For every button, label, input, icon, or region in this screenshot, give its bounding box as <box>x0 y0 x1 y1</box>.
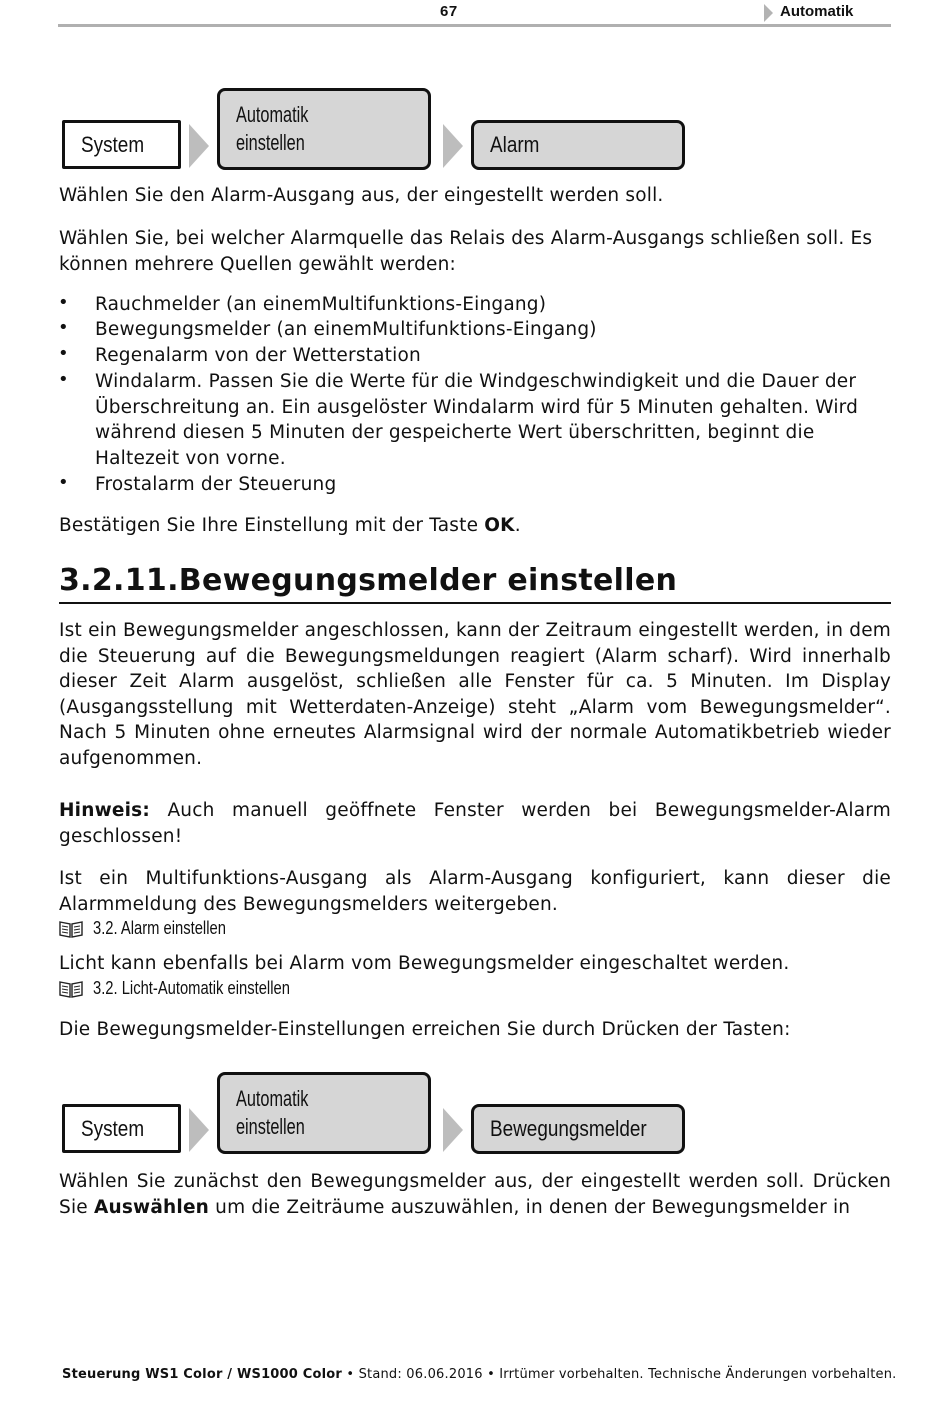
auswaehlen-key-label: Auswählen <box>93 1196 210 1218</box>
list-item: Bewegungsmelder (an einemMultifunktions-Eingang) <box>95 319 597 340</box>
paragraph: Wählen Sie zunächst den Bewegungsmelder aus, der eingestellt werden soll. Drücken Sie Auswählen um die Zeiträume auszuwählen, in denen der Bewegungsmelder in <box>59 1171 891 1218</box>
page-number: 67 <box>440 3 458 20</box>
bewegungsmelder-key: Bewegungsmelder <box>471 1104 685 1154</box>
book-icon <box>59 980 83 998</box>
paragraph: Licht kann ebenfalls bei Alarm vom Bewegungsmelder eingeschaltet werden. <box>59 953 790 974</box>
arrow-right-icon <box>189 124 209 168</box>
automatik-einstellen-key: Automatik einstellen <box>217 1072 431 1154</box>
cross-reference: 3.2. Licht-Automatik einstellen <box>59 978 333 999</box>
section-marker-icon <box>764 4 773 22</box>
ok-key-label: OK <box>484 515 515 536</box>
bullet-icon: • <box>58 343 69 364</box>
automatik-einstellen-key: Automatik einstellen <box>217 88 431 170</box>
bullet-icon: • <box>58 369 69 390</box>
section-title: Automatik <box>780 3 854 20</box>
section-heading: 3.2.11.Bewegungsmelder einstellen <box>59 563 678 598</box>
hint-paragraph: Hinweis: Auch manuell geöffnete Fenster werden bei Bewegungsmelder-Alarm geschlossen! <box>59 800 891 847</box>
paragraph: Bestätigen Sie Ihre Einstellung mit der Taste OK. <box>59 515 521 536</box>
hint-label: Hinweis: <box>59 800 150 821</box>
paragraph: Ist ein Multifunktions-Ausgang als Alarm-Ausgang konfiguriert, kann dieser die Alarmmeldung des Bewegungsmelders weitergeben. <box>59 868 891 915</box>
bullet-icon: • <box>58 472 69 493</box>
system-key: System <box>62 1104 181 1153</box>
footer-text: • Stand: 06.06.2016 • Irrtümer vorbehalten. Technische Änderungen vorbehalten. <box>342 1367 897 1382</box>
footer-product: Steuerung WS1 Color / WS1000 Color <box>62 1367 343 1382</box>
book-icon <box>59 920 83 938</box>
arrow-right-icon <box>189 1108 209 1152</box>
paragraph: Wählen Sie den Alarm-Ausgang aus, der eingestellt werden soll. <box>59 185 664 206</box>
paragraph: Die Bewegungsmelder-Einstellungen erreichen Sie durch Drücken der Tasten: <box>59 1019 791 1040</box>
list-item: Windalarm. Passen Sie die Werte für die Windgeschwindigkeit und die Dauer der Überschreitung an. Ein ausgelöster Windalarm wird für 5 Minuten gehalten. Wird während diesen 5 Minuten der gespeicherte Wert überschritten, beginnt die Haltezeit von vorne. <box>95 371 859 469</box>
arrow-right-icon <box>443 124 463 168</box>
list-item: Rauchmelder (an einemMultifunktions-Eingang) <box>95 294 547 315</box>
cross-reference: 3.2. Alarm einstellen <box>59 918 255 939</box>
arrow-right-icon <box>443 1108 463 1152</box>
alarm-key: Alarm <box>471 120 685 170</box>
paragraph: Ist ein Bewegungsmelder angeschlossen, kann der Zeitraum eingestellt werden, in dem die Steuerung auf die Bewegungsmeldungen reagiert (Alarm scharf). Wird innerhalb dieser Zeit Alarm ausgelöst, schließen alle Fenster für ca. 5 Minuten. Im Display (Ausgangsstellung mit Wetterdaten-Anzeige) steht „Alarm vom Bewegungsmelder“. Nach 5 Minuten ohne erneutes Alarmsignal wird der normale Automatikbetrieb wieder aufgenommen. <box>59 620 891 769</box>
list-item: Frostalarm der Steuerung <box>95 474 337 495</box>
header-rule <box>58 24 891 27</box>
page-footer <box>62 1367 897 1382</box>
list-item: Regenalarm von der Wetterstation <box>95 345 421 366</box>
paragraph: Wählen Sie, bei welcher Alarmquelle das Relais des Alarm-Ausgangs schließen soll. Es können mehrere Quellen gewählt werden: <box>59 228 873 275</box>
system-key: System <box>62 120 181 169</box>
bullet-icon: • <box>58 292 69 313</box>
bullet-icon: • <box>58 317 69 338</box>
heading-rule <box>59 602 891 604</box>
